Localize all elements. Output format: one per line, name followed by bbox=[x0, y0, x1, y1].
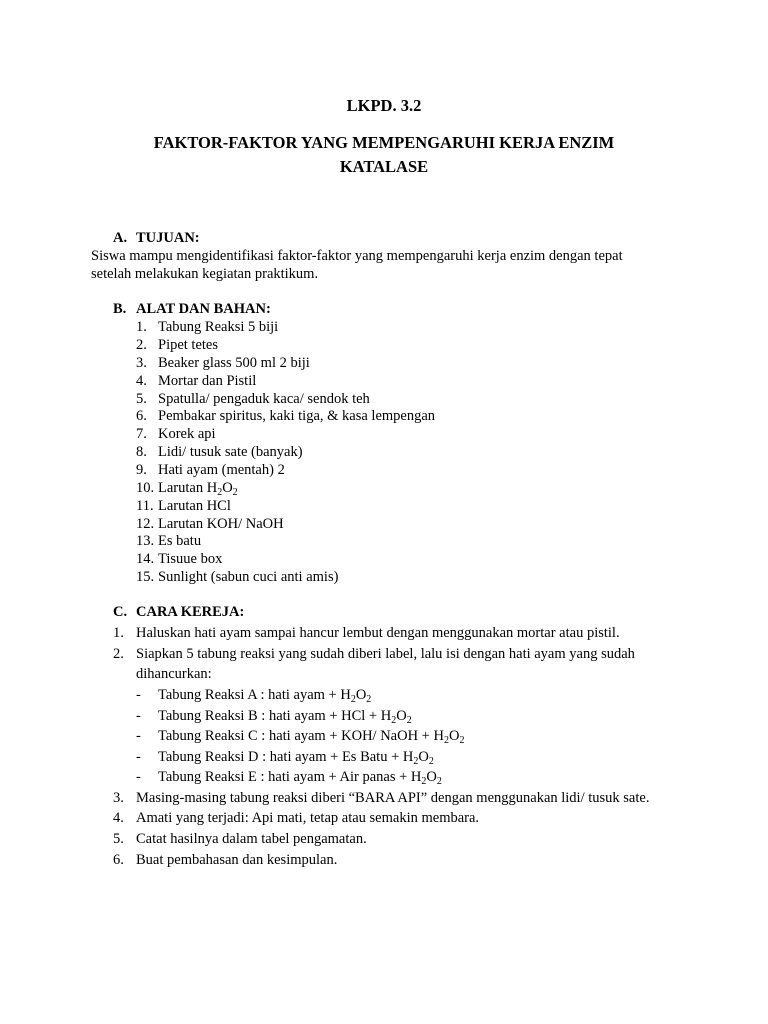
materials-item: Beaker glass 500 ml 2 biji bbox=[158, 355, 310, 371]
section-b-letter: B. bbox=[113, 301, 127, 317]
materials-num: 7. bbox=[136, 426, 147, 442]
materials-num: 6. bbox=[136, 408, 147, 424]
section-a-heading: TUJUAN: bbox=[136, 230, 200, 246]
test-tube-dash: - bbox=[136, 687, 141, 703]
section-c-letter: C. bbox=[113, 604, 128, 620]
section-a-text-line1: Siswa mampu mengidentifikasi faktor-faktor yang mempengaruhi kerja enzim dengan tepat bbox=[91, 248, 623, 264]
section-c-heading: CARA KEREJA: bbox=[136, 604, 245, 620]
materials-num: 3. bbox=[136, 355, 147, 371]
test-tube-item: Tabung Reaksi E : hati ayam + Air panas + $H_2O_2$ bbox=[158, 769, 442, 787]
materials-num: 8. bbox=[136, 444, 147, 460]
materials-item: Es batu bbox=[158, 533, 202, 549]
procedure-step: Masing-masing tabung reaksi diberi “BARA API” dengan menggunakan lidi/ tusuk sate. bbox=[136, 790, 650, 806]
test-tube-item: Tabung Reaksi D : hati ayam + Es Batu + $H_2O_2$ bbox=[158, 749, 434, 767]
test-tube-dash: - bbox=[136, 708, 141, 724]
materials-item: Tisuue box bbox=[158, 551, 223, 567]
test-tube-dash: - bbox=[136, 749, 141, 765]
document-title-line1: FAKTOR-FAKTOR YANG MEMPENGARUHI KERJA ENZIM bbox=[153, 133, 615, 152]
materials-num: 15. bbox=[136, 569, 155, 585]
materials-num: 14. bbox=[136, 551, 155, 567]
materials-num: 10. bbox=[136, 480, 155, 496]
materials-item: Mortar dan Pistil bbox=[158, 373, 257, 389]
procedure-num: 1. bbox=[113, 625, 124, 641]
test-tube-item: Tabung Reaksi B : hati ayam + HCl + $H_2O_2$ bbox=[158, 708, 412, 726]
materials-num: 4. bbox=[136, 373, 147, 389]
section-a-text-line2: setelah melakukan kegiatan praktikum. bbox=[91, 266, 319, 282]
materials-item: Sunlight (sabun cuci anti amis) bbox=[158, 569, 339, 585]
procedure-step: Buat pembahasan dan kesimpulan. bbox=[136, 852, 338, 868]
materials-num: 12. bbox=[136, 516, 155, 532]
materials-num: 5. bbox=[136, 391, 147, 407]
materials-item: Hati ayam (mentah) 2 bbox=[158, 462, 285, 478]
materials-num: 9. bbox=[136, 462, 147, 478]
section-b-heading: ALAT DAN BAHAN: bbox=[136, 301, 271, 317]
materials-num: 13. bbox=[136, 533, 155, 549]
materials-num: 2. bbox=[136, 337, 147, 353]
procedure-step: Catat hasilnya dalam tabel pengamatan. bbox=[136, 831, 367, 847]
materials-item: Spatulla/ pengaduk kaca/ sendok teh bbox=[158, 391, 370, 407]
procedure-num: 4. bbox=[113, 810, 124, 826]
materials-item: Tabung Reaksi 5 biji bbox=[158, 319, 279, 335]
procedure-step: Amati yang terjadi: Api mati, tetap atau semakin membara. bbox=[136, 810, 480, 826]
procedure-step-cont: dihancurkan: bbox=[136, 666, 212, 682]
section-a-letter: A. bbox=[113, 230, 128, 246]
materials-item: Pembakar spiritus, kaki tiga, & kasa lempengan bbox=[158, 408, 436, 424]
procedure-num: 5. bbox=[113, 831, 124, 847]
procedure-num: 2. bbox=[113, 646, 124, 662]
procedure-step: Siapkan 5 tabung reaksi yang sudah diberi label, lalu isi dengan hati ayam yang sudah bbox=[136, 646, 635, 662]
test-tube-item: Tabung Reaksi C : hati ayam + KOH/ NaOH + $H_2O_2$ bbox=[158, 728, 465, 746]
procedure-num: 3. bbox=[113, 790, 124, 806]
materials-num: 1. bbox=[136, 319, 147, 335]
procedure-step: Haluskan hati ayam sampai hancur lembut dengan menggunakan mortar atau pistil. bbox=[136, 625, 620, 641]
test-tube-item: Tabung Reaksi A : hati ayam + $H_2O_2$ bbox=[158, 687, 372, 705]
materials-item: Korek api bbox=[158, 426, 216, 442]
materials-item: Lidi/ tusuk sate (banyak) bbox=[158, 444, 303, 460]
materials-item: Larutan HCl bbox=[158, 498, 231, 514]
document-title-line2: KATALASE bbox=[339, 157, 429, 176]
test-tube-dash: - bbox=[136, 728, 141, 744]
materials-item: Pipet tetes bbox=[158, 337, 219, 353]
materials-item: Larutan KOH/ NaOH bbox=[158, 516, 284, 532]
procedure-num: 6. bbox=[113, 852, 124, 868]
document-code: LKPD. 3.2 bbox=[346, 96, 422, 115]
materials-num: 11. bbox=[136, 498, 154, 514]
materials-item: Larutan $H_2O_2$ bbox=[158, 480, 238, 498]
test-tube-dash: - bbox=[136, 769, 141, 785]
